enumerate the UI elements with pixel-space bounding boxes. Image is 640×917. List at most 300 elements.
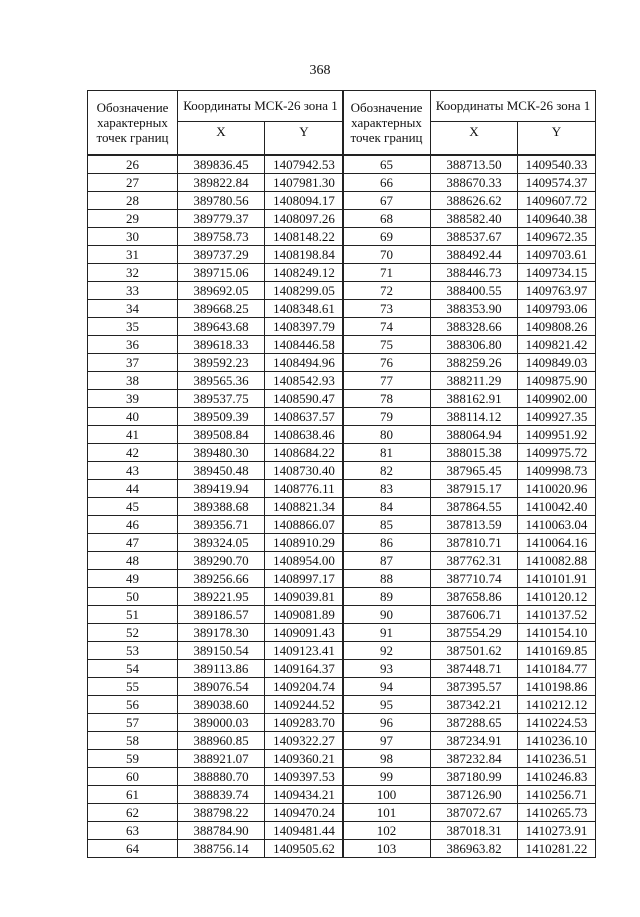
table-row xyxy=(343,732,596,750)
x-coordinate-cell: 387710.74 xyxy=(431,570,518,588)
table-row xyxy=(88,750,344,768)
x-coordinate-cell: 389290.70 xyxy=(178,552,265,570)
point-number-cell: 100 xyxy=(343,786,431,804)
point-number-cell: 33 xyxy=(88,282,178,300)
y-coordinate-cell: 1410120.12 xyxy=(518,588,596,606)
x-coordinate-cell: 389508.84 xyxy=(178,426,265,444)
table-row xyxy=(343,516,596,534)
x-coordinate-cell: 389737.29 xyxy=(178,246,265,264)
y-coordinate-cell: 1410063.04 xyxy=(518,516,596,534)
x-coordinate-cell: 387554.29 xyxy=(431,624,518,642)
table-row xyxy=(343,264,596,282)
x-coordinate-cell: 389324.05 xyxy=(178,534,265,552)
x-coordinate-cell: 388713.50 xyxy=(431,155,518,174)
point-number-cell: 44 xyxy=(88,480,178,498)
x-coordinate-cell: 389038.60 xyxy=(178,696,265,714)
x-coordinate-cell: 389480.30 xyxy=(178,444,265,462)
table-row xyxy=(343,642,596,660)
table-row xyxy=(88,408,344,426)
y-coordinate-cell: 1410082.88 xyxy=(518,552,596,570)
x-coordinate-cell: 388798.22 xyxy=(178,804,265,822)
table-row xyxy=(88,804,344,822)
y-coordinate-cell: 1409808.26 xyxy=(518,318,596,336)
x-coordinate-cell: 387395.57 xyxy=(431,678,518,696)
y-coordinate-cell: 1409081.89 xyxy=(265,606,344,624)
coordinate-system-header: Координаты МСК-26 зона 1 xyxy=(431,91,596,122)
point-number-cell: 68 xyxy=(343,210,431,228)
table-row xyxy=(343,444,596,462)
table-row xyxy=(88,264,344,282)
x-coordinate-cell: 388114.12 xyxy=(431,408,518,426)
x-coordinate-cell: 388582.40 xyxy=(431,210,518,228)
x-coordinate-cell: 389780.56 xyxy=(178,192,265,210)
table-row xyxy=(343,228,596,246)
point-number-cell: 97 xyxy=(343,732,431,750)
y-coordinate-cell: 1409763.97 xyxy=(518,282,596,300)
x-coordinate-cell: 389186.57 xyxy=(178,606,265,624)
x-coordinate-cell: 389565.36 xyxy=(178,372,265,390)
table-row xyxy=(343,155,596,174)
point-number-cell: 101 xyxy=(343,804,431,822)
y-coordinate-cell: 1408910.29 xyxy=(265,534,344,552)
point-number-cell: 41 xyxy=(88,426,178,444)
x-coordinate-cell: 388492.44 xyxy=(431,246,518,264)
table-row xyxy=(88,246,344,264)
point-number-cell: 77 xyxy=(343,372,431,390)
table-row xyxy=(88,282,344,300)
table-row xyxy=(88,516,344,534)
x-coordinate-cell: 387180.99 xyxy=(431,768,518,786)
y-coordinate-cell: 1409204.74 xyxy=(265,678,344,696)
y-coordinate-cell: 1408249.12 xyxy=(265,264,344,282)
y-coordinate-cell: 1409481.44 xyxy=(265,822,344,840)
y-coordinate-cell: 1408866.07 xyxy=(265,516,344,534)
table-row xyxy=(343,462,596,480)
y-coordinate-cell: 1408590.47 xyxy=(265,390,344,408)
y-coordinate-cell: 1410256.71 xyxy=(518,786,596,804)
y-coordinate-cell: 1410137.52 xyxy=(518,606,596,624)
x-coordinate-cell: 389419.94 xyxy=(178,480,265,498)
table-row xyxy=(343,192,596,210)
point-number-cell: 79 xyxy=(343,408,431,426)
point-number-cell: 55 xyxy=(88,678,178,696)
y-coordinate-cell: 1408348.61 xyxy=(265,300,344,318)
y-coordinate-cell: 1409849.03 xyxy=(518,354,596,372)
table-row xyxy=(88,714,344,732)
table-row xyxy=(88,192,344,210)
point-number-cell: 38 xyxy=(88,372,178,390)
y-coordinate-cell: 1409164.37 xyxy=(265,660,344,678)
y-coordinate-cell: 1409434.21 xyxy=(265,786,344,804)
y-coordinate-cell: 1410184.77 xyxy=(518,660,596,678)
point-number-cell: 37 xyxy=(88,354,178,372)
point-number-cell: 98 xyxy=(343,750,431,768)
x-coordinate-cell: 387501.62 xyxy=(431,642,518,660)
y-coordinate-cell: 1409703.61 xyxy=(518,246,596,264)
point-number-cell: 27 xyxy=(88,174,178,192)
y-coordinate-cell: 1409123.41 xyxy=(265,642,344,660)
x-coordinate-cell: 388306.80 xyxy=(431,336,518,354)
y-coordinate-cell: 1409672.35 xyxy=(518,228,596,246)
x-coordinate-cell: 389388.68 xyxy=(178,498,265,516)
table-row xyxy=(343,606,596,624)
table-row xyxy=(343,354,596,372)
point-number-cell: 61 xyxy=(88,786,178,804)
table-row xyxy=(343,804,596,822)
table-row xyxy=(88,426,344,444)
point-number-cell: 90 xyxy=(343,606,431,624)
table-row xyxy=(88,822,344,840)
table-row xyxy=(88,480,344,498)
x-coordinate-cell: 388670.33 xyxy=(431,174,518,192)
y-coordinate-cell: 1407981.30 xyxy=(265,174,344,192)
y-coordinate-cell: 1408446.58 xyxy=(265,336,344,354)
y-column-header: Y xyxy=(518,122,596,156)
y-coordinate-cell: 1410265.73 xyxy=(518,804,596,822)
x-coordinate-cell: 389715.06 xyxy=(178,264,265,282)
point-number-cell: 62 xyxy=(88,804,178,822)
point-number-cell: 66 xyxy=(343,174,431,192)
point-number-cell: 80 xyxy=(343,426,431,444)
y-coordinate-cell: 1409574.37 xyxy=(518,174,596,192)
x-coordinate-cell: 389509.39 xyxy=(178,408,265,426)
table-row xyxy=(343,534,596,552)
table-row xyxy=(88,570,344,588)
point-number-cell: 75 xyxy=(343,336,431,354)
y-coordinate-cell: 1408097.26 xyxy=(265,210,344,228)
table-row xyxy=(343,714,596,732)
x-coordinate-cell: 389178.30 xyxy=(178,624,265,642)
point-number-cell: 47 xyxy=(88,534,178,552)
point-number-cell: 39 xyxy=(88,390,178,408)
point-column-header: Обозначение характерных точек границ xyxy=(88,91,178,156)
point-number-cell: 60 xyxy=(88,768,178,786)
x-coordinate-cell: 387606.71 xyxy=(431,606,518,624)
x-coordinate-cell: 389256.66 xyxy=(178,570,265,588)
point-number-cell: 51 xyxy=(88,606,178,624)
point-number-cell: 52 xyxy=(88,624,178,642)
x-coordinate-cell: 387234.91 xyxy=(431,732,518,750)
x-coordinate-cell: 389836.45 xyxy=(178,155,265,174)
point-number-cell: 43 xyxy=(88,462,178,480)
table-row xyxy=(88,354,344,372)
y-coordinate-cell: 1409244.52 xyxy=(265,696,344,714)
table-row xyxy=(88,300,344,318)
point-number-cell: 86 xyxy=(343,534,431,552)
x-coordinate-cell: 389779.37 xyxy=(178,210,265,228)
x-coordinate-cell: 387813.59 xyxy=(431,516,518,534)
point-number-cell: 63 xyxy=(88,822,178,840)
y-coordinate-cell: 1410154.10 xyxy=(518,624,596,642)
y-coordinate-cell: 1409998.73 xyxy=(518,462,596,480)
y-coordinate-cell: 1410064.16 xyxy=(518,534,596,552)
x-coordinate-cell: 388162.91 xyxy=(431,390,518,408)
table-row xyxy=(343,426,596,444)
coordinates-table-left xyxy=(87,90,344,858)
point-number-cell: 50 xyxy=(88,588,178,606)
table-row xyxy=(343,786,596,804)
x-coordinate-cell: 387448.71 xyxy=(431,660,518,678)
table-row xyxy=(343,570,596,588)
point-number-cell: 46 xyxy=(88,516,178,534)
table-row xyxy=(343,822,596,840)
y-coordinate-cell: 1408821.34 xyxy=(265,498,344,516)
point-number-cell: 83 xyxy=(343,480,431,498)
x-coordinate-cell: 388756.14 xyxy=(178,840,265,858)
table-row xyxy=(88,372,344,390)
y-coordinate-cell: 1408494.96 xyxy=(265,354,344,372)
y-coordinate-cell: 1409505.62 xyxy=(265,840,344,858)
y-coordinate-cell: 1408730.40 xyxy=(265,462,344,480)
table-row xyxy=(88,336,344,354)
y-coordinate-cell: 1409039.81 xyxy=(265,588,344,606)
coordinate-system-header: Координаты МСК-26 зона 1 xyxy=(178,91,344,122)
y-coordinate-cell: 1409793.06 xyxy=(518,300,596,318)
point-number-cell: 76 xyxy=(343,354,431,372)
table-row xyxy=(343,300,596,318)
y-coordinate-cell: 1409091.43 xyxy=(265,624,344,642)
point-number-cell: 94 xyxy=(343,678,431,696)
x-coordinate-cell: 389668.25 xyxy=(178,300,265,318)
point-number-cell: 73 xyxy=(343,300,431,318)
point-number-cell: 81 xyxy=(343,444,431,462)
point-number-cell: 92 xyxy=(343,642,431,660)
y-coordinate-cell: 1409397.53 xyxy=(265,768,344,786)
y-coordinate-cell: 1409902.00 xyxy=(518,390,596,408)
point-number-cell: 31 xyxy=(88,246,178,264)
point-number-cell: 64 xyxy=(88,840,178,858)
x-coordinate-cell: 388211.29 xyxy=(431,372,518,390)
y-coordinate-cell: 1410020.96 xyxy=(518,480,596,498)
x-coordinate-cell: 387810.71 xyxy=(431,534,518,552)
point-number-cell: 34 xyxy=(88,300,178,318)
y-coordinate-cell: 1409640.38 xyxy=(518,210,596,228)
point-number-cell: 89 xyxy=(343,588,431,606)
table-row xyxy=(343,552,596,570)
table-row xyxy=(88,498,344,516)
point-number-cell: 95 xyxy=(343,696,431,714)
point-number-cell: 74 xyxy=(343,318,431,336)
y-coordinate-cell: 1409322.27 xyxy=(265,732,344,750)
x-coordinate-cell: 388328.66 xyxy=(431,318,518,336)
table-row xyxy=(343,174,596,192)
point-number-cell: 29 xyxy=(88,210,178,228)
y-coordinate-cell: 1408094.17 xyxy=(265,192,344,210)
y-coordinate-cell: 1410101.91 xyxy=(518,570,596,588)
table-row xyxy=(343,624,596,642)
x-coordinate-cell: 389076.54 xyxy=(178,678,265,696)
y-coordinate-cell: 1408684.22 xyxy=(265,444,344,462)
table-row xyxy=(88,606,344,624)
table-row xyxy=(343,372,596,390)
x-coordinate-cell: 387864.55 xyxy=(431,498,518,516)
x-coordinate-cell: 389537.75 xyxy=(178,390,265,408)
y-coordinate-cell: 1410224.53 xyxy=(518,714,596,732)
table-row xyxy=(88,552,344,570)
point-number-cell: 93 xyxy=(343,660,431,678)
table-row xyxy=(343,318,596,336)
table-row xyxy=(343,660,596,678)
x-coordinate-cell: 388960.85 xyxy=(178,732,265,750)
point-number-cell: 48 xyxy=(88,552,178,570)
table-row xyxy=(343,336,596,354)
y-coordinate-cell: 1408299.05 xyxy=(265,282,344,300)
x-coordinate-cell: 387965.45 xyxy=(431,462,518,480)
table-row xyxy=(343,210,596,228)
y-coordinate-cell: 1408997.17 xyxy=(265,570,344,588)
table-row xyxy=(343,678,596,696)
point-number-cell: 99 xyxy=(343,768,431,786)
y-coordinate-cell: 1408198.84 xyxy=(265,246,344,264)
table-row xyxy=(88,696,344,714)
table-body-left xyxy=(88,155,344,858)
point-number-cell: 67 xyxy=(343,192,431,210)
coordinates-table-right xyxy=(342,90,596,858)
y-coordinate-cell: 1408954.00 xyxy=(265,552,344,570)
y-coordinate-cell: 1410246.83 xyxy=(518,768,596,786)
y-coordinate-cell: 1410236.10 xyxy=(518,732,596,750)
point-number-cell: 42 xyxy=(88,444,178,462)
point-number-cell: 82 xyxy=(343,462,431,480)
point-number-cell: 72 xyxy=(343,282,431,300)
table-row xyxy=(88,588,344,606)
x-coordinate-cell: 389692.05 xyxy=(178,282,265,300)
table-row xyxy=(88,732,344,750)
x-coordinate-cell: 389000.03 xyxy=(178,714,265,732)
table-row xyxy=(88,210,344,228)
point-number-cell: 30 xyxy=(88,228,178,246)
point-number-cell: 87 xyxy=(343,552,431,570)
y-coordinate-cell: 1409927.35 xyxy=(518,408,596,426)
x-coordinate-cell: 388626.62 xyxy=(431,192,518,210)
y-coordinate-cell: 1409734.15 xyxy=(518,264,596,282)
point-column-header: Обозначение характерных точек границ xyxy=(343,91,431,156)
y-coordinate-cell: 1408638.46 xyxy=(265,426,344,444)
x-coordinate-cell: 389113.86 xyxy=(178,660,265,678)
table-row xyxy=(88,462,344,480)
x-coordinate-cell: 389618.33 xyxy=(178,336,265,354)
y-coordinate-cell: 1409821.42 xyxy=(518,336,596,354)
point-number-cell: 57 xyxy=(88,714,178,732)
x-coordinate-cell: 389822.84 xyxy=(178,174,265,192)
x-coordinate-cell: 387915.17 xyxy=(431,480,518,498)
point-number-cell: 26 xyxy=(88,155,178,174)
table-row xyxy=(343,840,596,858)
table-row xyxy=(88,660,344,678)
x-coordinate-cell: 389592.23 xyxy=(178,354,265,372)
point-number-cell: 53 xyxy=(88,642,178,660)
point-number-cell: 45 xyxy=(88,498,178,516)
y-coordinate-cell: 1409470.24 xyxy=(265,804,344,822)
x-coordinate-cell: 388880.70 xyxy=(178,768,265,786)
point-number-cell: 69 xyxy=(343,228,431,246)
point-number-cell: 58 xyxy=(88,732,178,750)
y-coordinate-cell: 1409360.21 xyxy=(265,750,344,768)
x-coordinate-cell: 389356.71 xyxy=(178,516,265,534)
point-number-cell: 102 xyxy=(343,822,431,840)
y-coordinate-cell: 1409283.70 xyxy=(265,714,344,732)
table-row xyxy=(343,480,596,498)
y-coordinate-cell: 1409607.72 xyxy=(518,192,596,210)
page-number: 368 xyxy=(309,63,331,78)
x-coordinate-cell: 389150.54 xyxy=(178,642,265,660)
point-number-cell: 36 xyxy=(88,336,178,354)
y-coordinate-cell: 1409975.72 xyxy=(518,444,596,462)
point-number-cell: 96 xyxy=(343,714,431,732)
x-coordinate-cell: 388921.07 xyxy=(178,750,265,768)
table-row xyxy=(88,624,344,642)
table-row xyxy=(343,282,596,300)
point-number-cell: 28 xyxy=(88,192,178,210)
table-row xyxy=(88,840,344,858)
y-coordinate-cell: 1410212.12 xyxy=(518,696,596,714)
table-row xyxy=(88,228,344,246)
x-column-header: X xyxy=(431,122,518,156)
x-coordinate-cell: 388784.90 xyxy=(178,822,265,840)
x-coordinate-cell: 389643.68 xyxy=(178,318,265,336)
point-number-cell: 56 xyxy=(88,696,178,714)
x-coordinate-cell: 388064.94 xyxy=(431,426,518,444)
point-number-cell: 88 xyxy=(343,570,431,588)
x-coordinate-cell: 387658.86 xyxy=(431,588,518,606)
table-row xyxy=(88,678,344,696)
x-column-header: X xyxy=(178,122,265,156)
point-number-cell: 78 xyxy=(343,390,431,408)
table-row xyxy=(88,390,344,408)
x-coordinate-cell: 387126.90 xyxy=(431,786,518,804)
point-number-cell: 35 xyxy=(88,318,178,336)
x-coordinate-cell: 387072.67 xyxy=(431,804,518,822)
x-coordinate-cell: 388839.74 xyxy=(178,786,265,804)
x-coordinate-cell: 388015.38 xyxy=(431,444,518,462)
table-body-right xyxy=(343,155,596,858)
table-row xyxy=(88,444,344,462)
y-coordinate-cell: 1408542.93 xyxy=(265,372,344,390)
table-row xyxy=(343,696,596,714)
y-coordinate-cell: 1410198.86 xyxy=(518,678,596,696)
y-column-header: Y xyxy=(265,122,344,156)
y-coordinate-cell: 1409540.33 xyxy=(518,155,596,174)
x-coordinate-cell: 388446.73 xyxy=(431,264,518,282)
x-coordinate-cell: 389221.95 xyxy=(178,588,265,606)
y-coordinate-cell: 1410042.40 xyxy=(518,498,596,516)
x-coordinate-cell: 387018.31 xyxy=(431,822,518,840)
x-coordinate-cell: 387288.65 xyxy=(431,714,518,732)
table-row xyxy=(343,246,596,264)
table-row xyxy=(88,318,344,336)
x-coordinate-cell: 387232.84 xyxy=(431,750,518,768)
x-coordinate-cell: 388537.67 xyxy=(431,228,518,246)
x-coordinate-cell: 389450.48 xyxy=(178,462,265,480)
x-coordinate-cell: 388400.55 xyxy=(431,282,518,300)
table-row xyxy=(88,642,344,660)
y-coordinate-cell: 1408637.57 xyxy=(265,408,344,426)
point-number-cell: 32 xyxy=(88,264,178,282)
table-row xyxy=(343,750,596,768)
x-coordinate-cell: 388353.90 xyxy=(431,300,518,318)
point-number-cell: 59 xyxy=(88,750,178,768)
point-number-cell: 71 xyxy=(343,264,431,282)
y-coordinate-cell: 1407942.53 xyxy=(265,155,344,174)
x-coordinate-cell: 388259.26 xyxy=(431,354,518,372)
table-row xyxy=(343,390,596,408)
table-row xyxy=(343,498,596,516)
y-coordinate-cell: 1410169.85 xyxy=(518,642,596,660)
table-row xyxy=(343,588,596,606)
table-row xyxy=(88,155,344,174)
table-row xyxy=(88,786,344,804)
x-coordinate-cell: 389758.73 xyxy=(178,228,265,246)
